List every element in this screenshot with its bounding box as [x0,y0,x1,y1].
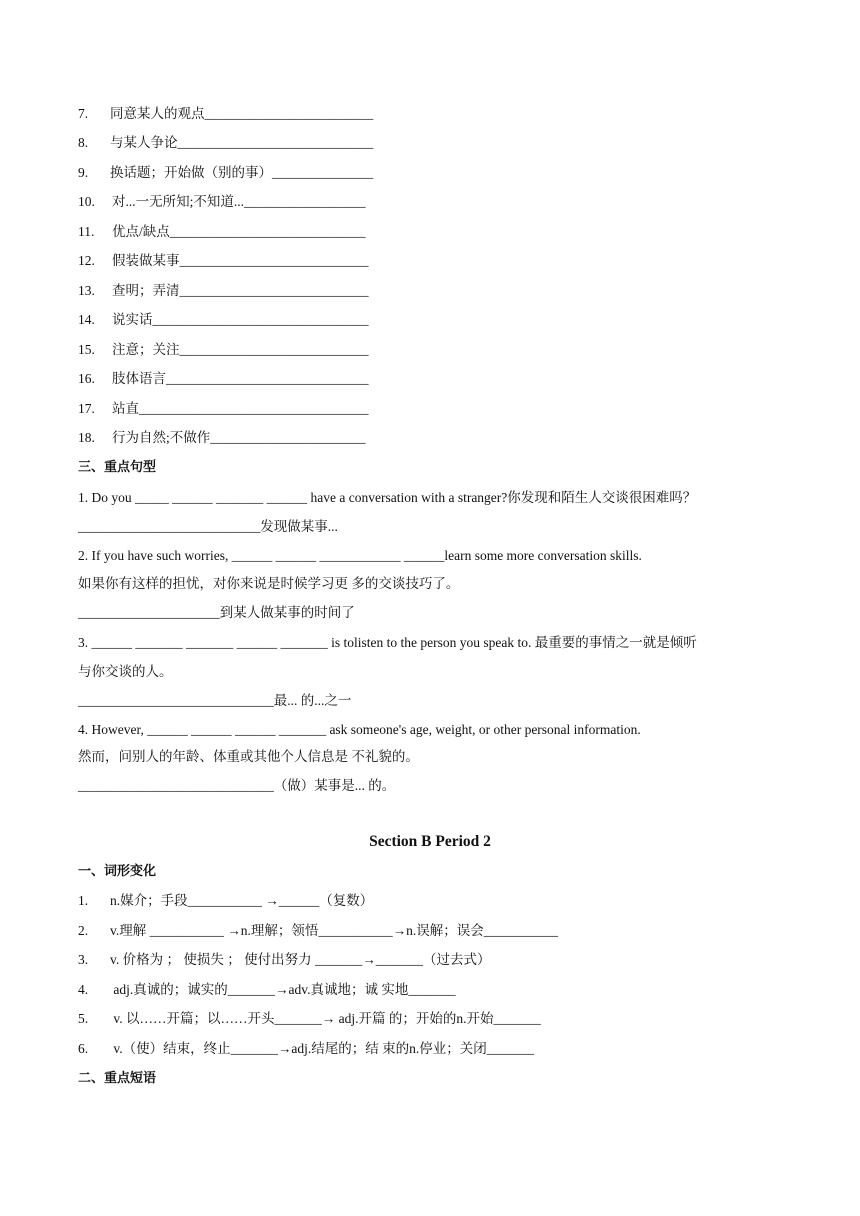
sentence-hint: ___________________________发现做某事... [78,519,338,534]
sentence-english: 1. Do you _____ ______ _______ ______ have a conversation with a stranger?你发现和陌生人交谈很困难吗？ [78,490,697,505]
word-form-item: 1. n.媒介；手段___________ →______（复数） [78,893,374,908]
sentence-hint: _____________________________（做）某事是... 的。 [78,778,396,793]
word-form-item: 2. v.理解 ___________ →n.理解；领悟___________→n.误解；误会___________ [78,923,558,938]
sentence-english: 3. ______ _______ _______ ______ _______ is tolisten to the person you speak to. 最重要的事情之一就是倾听 [78,635,697,650]
phrase-item: 15. 注意；关注____________________________ [78,342,369,357]
section-heading: 一、词形变化 [78,864,157,879]
word-form-item: 6. v.（使）结束，终止_______→adj.结尾的；结 束的n.停业；关闭_______ [78,1041,534,1056]
phrase-item: 10. 对...一无所知;不知道...__________________ [78,194,366,209]
section-heading: 二、重点短语 [78,1071,157,1086]
sentence-hint: _____________________________最... 的...之一 [78,693,352,708]
phrase-item: 9. 换话题；开始做（别的事）_______________ [78,165,374,180]
phrase-item: 13. 查明；弄清____________________________ [78,283,369,298]
sentence-chinese: 与你交谈的人。 [78,664,173,679]
phrase-item: 8. 与某人争论_____________________________ [78,135,374,150]
sentence-chinese: 如果你有这样的担忧，对你来说是时候学习更 多的交谈技巧了。 [78,576,460,591]
phrase-item: 17. 站直__________________________________ [78,401,369,416]
phrase-item: 12. 假装做某事____________________________ [78,253,369,268]
sentence-english: 4. However, ______ ______ ______ _______ ask someone's age, weight, or other personal information. [78,722,641,737]
phrase-item: 18. 行为自然;不做作_______________________ [78,430,366,445]
sentence-english: 2. If you have such worries, ______ ______ ____________ ______learn some more conversation skills. [78,548,642,563]
phrase-item: 11. 优点/缺点_____________________________ [78,224,366,239]
sentence-hint: _____________________到某人做某事的时间了 [78,605,355,620]
phrase-item: 14. 说实话________________________________ [78,312,369,327]
section-heading: 三、重点句型 [78,460,157,475]
phrase-item: 16. 肢体语言______________________________ [78,371,369,386]
section-title: Section B Period 2 [369,833,491,850]
word-form-item: 5. v. 以……开篇；以……开头_______→ adj.开篇 的；开始的n.开始_______ [78,1011,541,1026]
sentence-chinese: 然而，问别人的年龄、体重或其他个人信息是 不礼貌的。 [78,749,419,764]
word-form-item: 3. v. 价格为 ； 使损失 ； 使付出努力 _______→_______（过去式） [78,952,491,967]
phrase-item: 7. 同意某人的观点_________________________ [78,106,374,121]
word-form-item: 4. adj.真诚的；诚实的_______→adv.真诚地；诚 实地_______ [78,982,456,997]
